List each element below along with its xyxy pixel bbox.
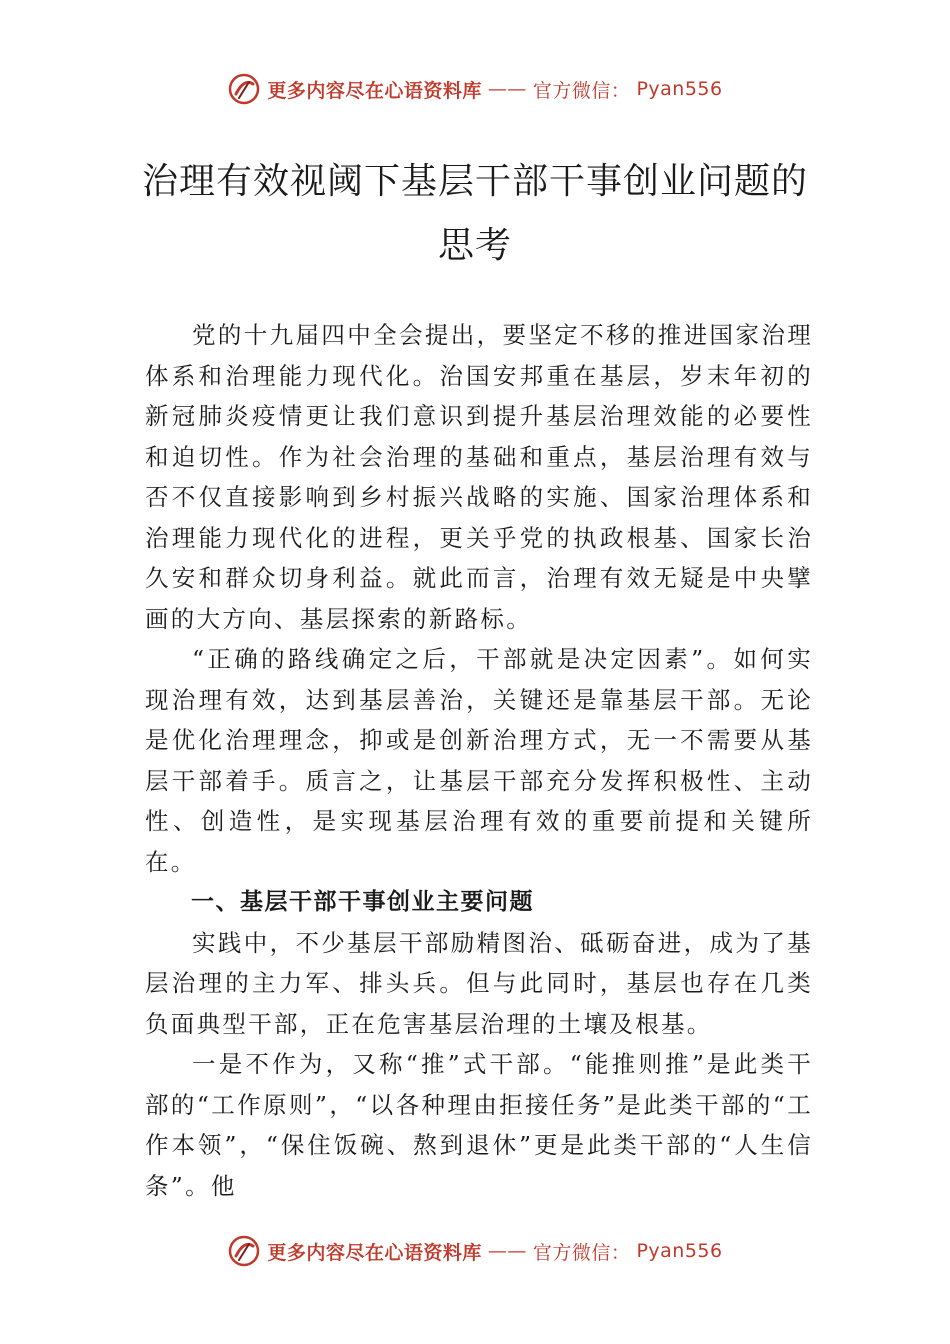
section-heading: 一、基层干部干事创业主要问题 <box>191 889 534 915</box>
banner-wechat-label: 官方微信： <box>532 79 631 102</box>
footer-banner <box>0 1234 950 1268</box>
header-banner <box>0 72 950 106</box>
banner-main-text: 更多内容尽在心语资料库 <box>267 79 482 102</box>
document-body <box>145 315 813 1206</box>
banner-wechat-label: 官方微信： <box>532 1241 631 1264</box>
banner-dash: —— <box>487 78 527 100</box>
banner-dash: —— <box>487 1240 527 1262</box>
document-title <box>140 150 810 278</box>
title-line-1: 治理有效视阈下基层干部干事创业问题的 <box>141 161 808 202</box>
banner-main-text: 更多内容尽在心语资料库 <box>267 1241 482 1264</box>
banner-wechat-id: Pyan556 <box>636 1240 723 1262</box>
logo-icon <box>227 72 261 106</box>
banner-wechat-id: Pyan556 <box>636 78 723 100</box>
paragraph: “正确的路线确定之后，干部就是决定因素”。如何实现治理有效，达到基层善治，关键还是靠基层干部。无论是优化治理理念，抑或是创新治理方式，无一不需要从基层干部着手。质言之，让基层干部充分发挥积极性、主动性、创造性，是实现基层治理有效的重要前提和关键所在。 <box>145 645 813 876</box>
title-line-2: 思考 <box>437 225 512 266</box>
paragraph: 党的十九届四中全会提出，要坚定不移的推进国家治理体系和治理能力现代化。治国安邦重在基层，岁末年初的新冠肺炎疫情更让我们意识到提升基层治理效能的必要性和迫切性。作为社会治理的基础和重点，基层治理有效与否不仅直接影响到乡村振兴战略的实施、国家治理体系和治理能力现代化的进程，更关乎党的执政根基、国家长治久安和群众切身利益。就此而言，治理有效无疑是中央擘画的大方向、基层探索的新路标。 <box>145 321 813 633</box>
paragraph: 实践中，不少基层干部励精图治、砥砺奋进，成为了基层治理的主力军、排头兵。但与此同时，基层也存在几类负面典型干部，正在危害基层治理的土壤及根基。 <box>145 928 813 1038</box>
paragraph: 一是不作为，又称“推”式干部。“能推则推”是此类干部的“工作原则”，“以各种理由拒接任务”是此类干部的“工作本领”，“保住饭碗、熬到退休”更是此类干部的“人生信条”。他 <box>145 1050 813 1200</box>
logo-icon <box>227 1234 261 1268</box>
